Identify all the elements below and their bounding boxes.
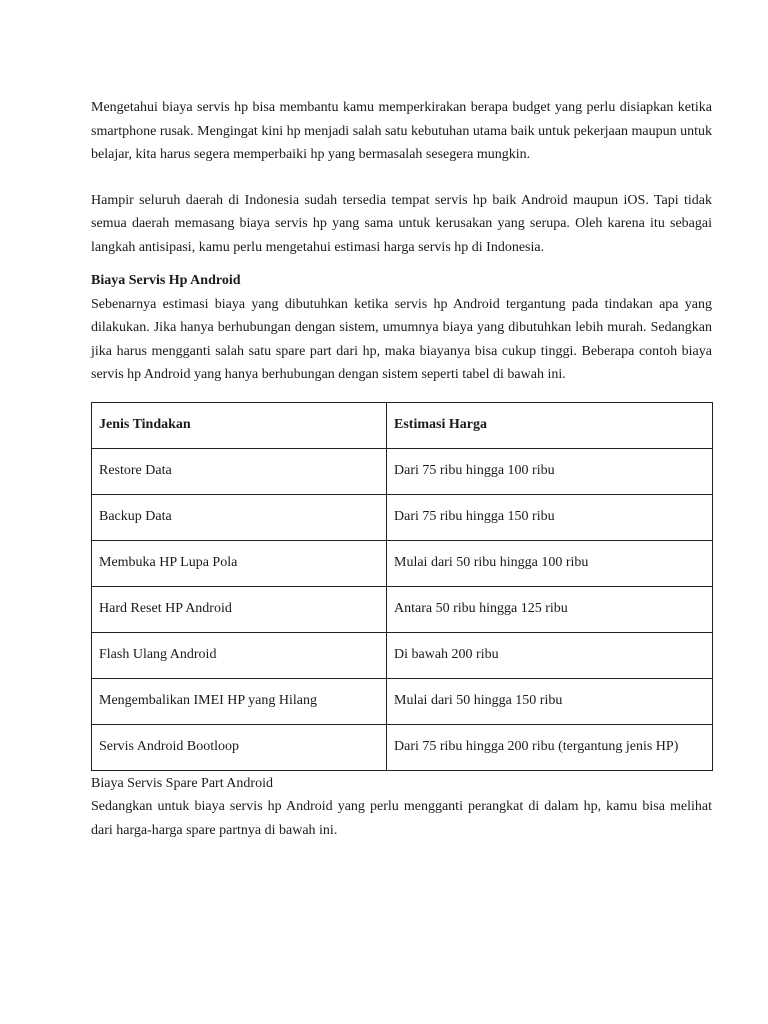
table-cell-price: Di bawah 200 ribu [387, 632, 713, 678]
table-row [92, 724, 713, 770]
section-heading-sparepart: Biaya Servis Spare Part Android [91, 775, 273, 791]
table-cell-price: Dari 75 ribu hingga 100 ribu [387, 448, 713, 494]
table-header-price: Estimasi Harga [387, 402, 713, 448]
table-row [92, 586, 713, 632]
table-cell-action: Backup Data [92, 494, 387, 540]
table-header-row [92, 402, 713, 448]
sparepart-paragraph: Sedangkan untuk biaya servis hp Android yang perlu mengganti perangkat di dalam hp, kamu bisa melihat dari harga-harga spare partnya di bawah ini. [91, 799, 712, 838]
table-cell-price: Dari 75 ribu hingga 200 ribu (tergantung jenis HP) [387, 724, 713, 770]
table-row [92, 448, 713, 494]
intro-paragraph-1: Mengetahui biaya servis hp bisa membantu kamu memperkirakan berapa budget yang perlu disiapkan ketika smartphone rusak. Mengingat kini hp menjadi salah satu kebutuhan utama baik untuk pekerjaan maupun untuk belajar, kita harus segera memperbaiki hp yang bermasalah sesegera mungkin. [91, 100, 712, 162]
table-cell-price: Dari 75 ribu hingga 150 ribu [387, 494, 713, 540]
table-row [92, 540, 713, 586]
document-content [91, 96, 712, 842]
table-cell-action: Servis Android Bootloop [92, 724, 387, 770]
table-cell-price: Antara 50 ribu hingga 125 ribu [387, 586, 713, 632]
table-row [92, 678, 713, 724]
android-paragraph: Sebenarnya estimasi biaya yang dibutuhkan ketika servis hp Android tergantung pada tindakan apa yang dilakukan. Jika hanya berhubungan dengan sistem, umumnya biaya yang dibutuhkan lebih murah. Sedangkan jika harus mengganti salah satu spare part dari hp, maka biayanya bisa cukup tinggi. Beberapa contoh biaya servis hp Android yang hanya berhubungan dengan sistem seperti tabel di bawah ini. [91, 296, 712, 382]
table-row [92, 494, 713, 540]
table-cell-action: Membuka HP Lupa Pola [92, 540, 387, 586]
table-cell-action: Mengembalikan IMEI HP yang Hilang [92, 678, 387, 724]
table-header-action: Jenis Tindakan [92, 402, 387, 448]
section-heading-android: Biaya Servis Hp Android [91, 273, 241, 288]
intro-paragraph-2: Hampir seluruh daerah di Indonesia sudah tersedia tempat servis hp baik Android maupun iOS. Tapi tidak semua daerah memasang biaya servis hp yang sama untuk kerusakan yang serupa. Oleh karena itu sebagai langkah antisipasi, kamu perlu mengetahui estimasi harga servis hp di Indonesia. [91, 192, 712, 255]
table-cell-price: Mulai dari 50 hingga 150 ribu [387, 678, 713, 724]
table-row [92, 632, 713, 678]
table-cell-action: Restore Data [92, 448, 387, 494]
table-cell-action: Hard Reset HP Android [92, 586, 387, 632]
price-table [91, 402, 713, 771]
table-cell-action: Flash Ulang Android [92, 632, 387, 678]
table-cell-price: Mulai dari 50 ribu hingga 100 ribu [387, 540, 713, 586]
